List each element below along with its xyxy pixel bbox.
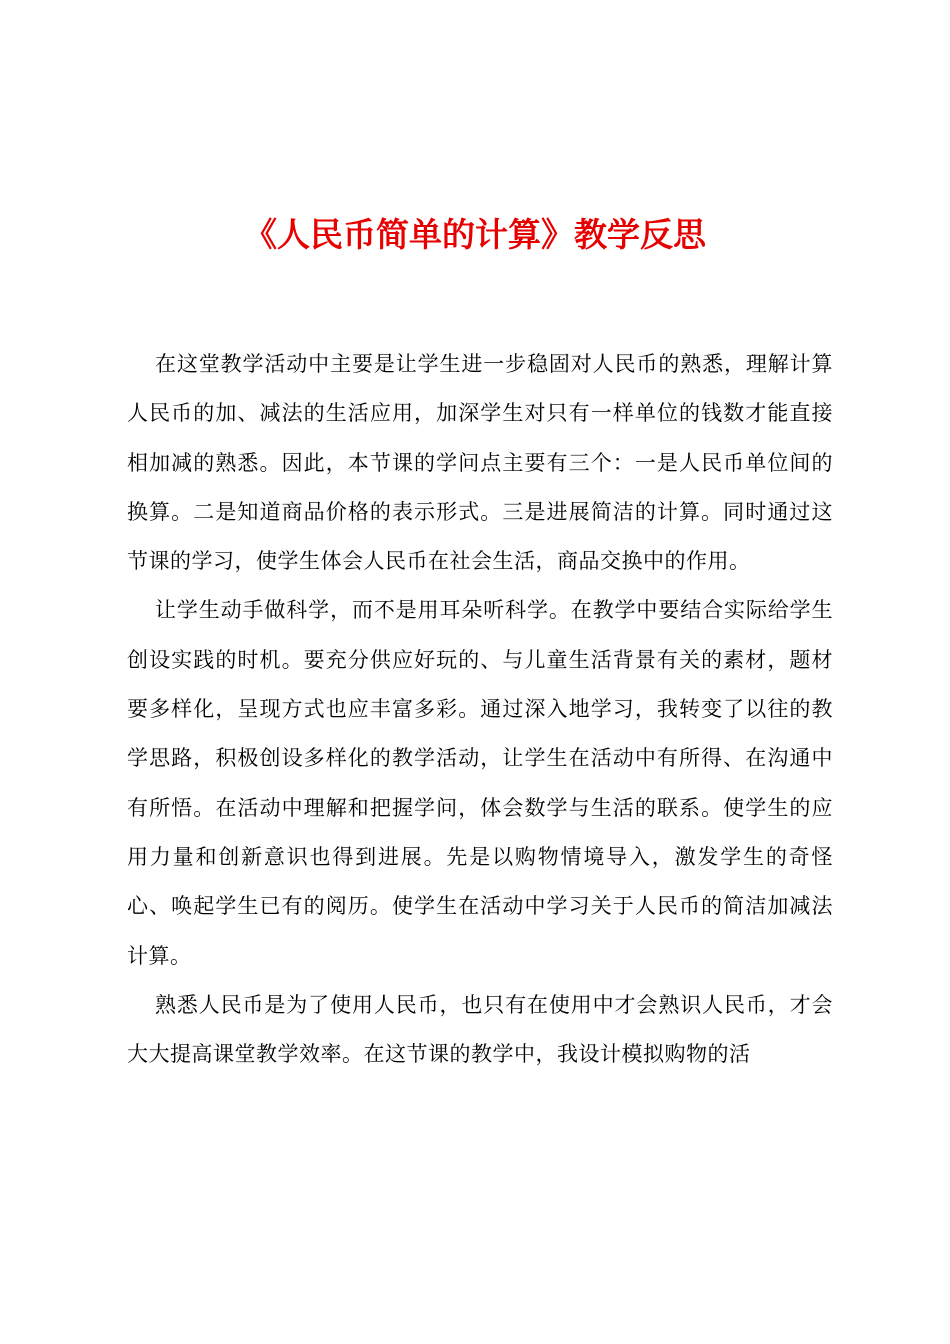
paragraph-2: 让学生动手做科学，而不是用耳朵听科学。在教学中要结合实际给学生创设实践的时机。要充分供应好玩的、与儿童生活背景有关的素材，题材要多样化，呈现方式也应丰富多彩。通过深入地学习，我转变了以往的教学思路，积极创设多样化的教学活动，让学生在活动中有所得、在沟通中有所悟。在活动中理解和把握学问，体会数学与生活的联系。使学生的应用力量和创新意识也得到进展。先是以购物情境导入，激发学生的奇怪心、唤起学生已有的阅历。使学生在活动中学习关于人民币的简洁加减法计算。	[127, 598, 833, 968]
paragraph-3: 熟悉人民币是为了使用人民币，也只有在使用中才会熟识人民币，才会大大提高课堂教学效率。在这节课的教学中，我设计模拟购物的活	[127, 992, 833, 1067]
document-body	[127, 340, 833, 1079]
paragraph-1: 在这堂教学活动中主要是让学生进一步稳固对人民币的熟悉，理解计算人民币的加、减法的生活应用，加深学生对只有一样单位的钱数才能直接相加减的熟悉。因此，本节课的学问点主要有三个：一是人民币单位间的换算。二是知道商品价格的表示形式。三是进展简洁的计算。同时通过这节课的学习，使学生体会人民币在社会生活，商品交换中的作用。	[127, 352, 833, 574]
document-title: 《人民币简单的计算》教学反思	[244, 215, 706, 254]
